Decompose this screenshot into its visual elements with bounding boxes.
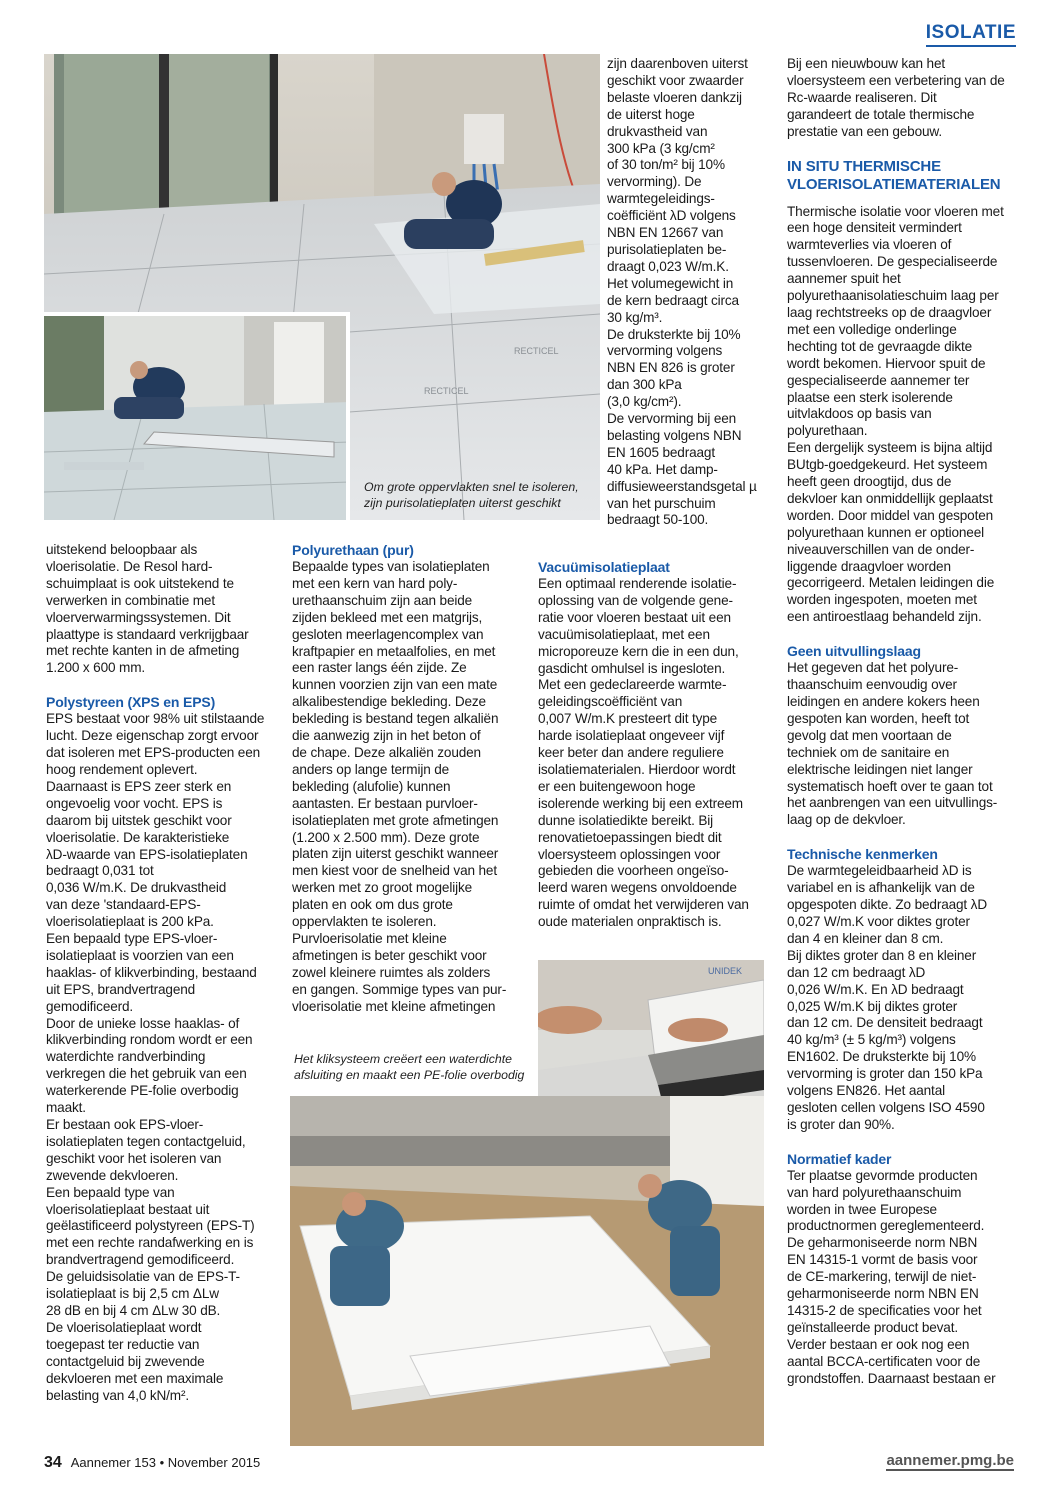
photo-eps-laying <box>290 1096 764 1446</box>
heading-uitvullingslaag: Geen uitvullingslaag <box>787 643 921 660</box>
svg-text:RECTICEL: RECTICEL <box>514 346 559 356</box>
board-print: RECTICEL <box>424 386 469 396</box>
column-2 <box>292 542 528 1015</box>
photo-caption-mid: Het kliksysteem creëert een waterdichte afsluiting en maakt een PE-folie overbodig <box>294 1052 525 1082</box>
column-right <box>787 56 1017 1388</box>
column-top-middle <box>607 56 779 529</box>
footer-issue <box>44 1454 260 1472</box>
column-1 <box>46 542 278 1404</box>
body-text: Een optimaal renderende isolatie- oplossing van de volgende gene- ratie voor vloeren bestaat uit een vacuümisolatieplaat, met een microporeuze kern die in een dun, gasdicht omhulsel is ingesloten. Met een gedeclareerde warmte- geleidingscoëfficiënt van 0,007 W/m.K presteert dit type harde isolatieplaat ongeveer vijf keer beter dan andere reguliere isolatiematerialen. Hierdoor wordt er een buitengewoon hoge isolerende werking bij een extreem dunne isolatiedikte bereikt. Bij renovatietoepassingen biedt dit vloersysteem oplossingen voor gebieden die voorheen ongeïso- leerd waren wegens onvoldoende ruimte of omdat het verwijderen van oude materialen onpraktisch is. <box>538 576 749 930</box>
photo-caption-top: Om grote oppervlakten snel te isoleren, zijn purisolatieplaten uiterst geschikt <box>364 480 579 510</box>
footer-url-link[interactable]: aannemer.pmg.be <box>886 1452 1014 1469</box>
body-text: Bepaalde types van isolatieplaten met een kern van hard poly- urethaanschuim zijn aan beide zijden bekleed met een matgrijs, gesloten meerlagencomplex van kraftpapier en metaalfolies, en met een raster langs één zijde. Ze kunnen voorzien zijn van een mate alkalibestendige bekleding. Deze bekleding is bestand tegen alkaliën die aanwezig zijn in het beton of de chape. Deze alkaliën zouden anders op lange termijn de bekleding (alufolie) kunnen aantasten. Er bestaan purvloer- isolatieplaten met grote afmetingen (1.200 x 2.500 mm). Deze grote platen zijn uiterst geschikt wanneer men kiest voor de snelheid van het werken met zo groot mogelijke platen en ook om dus grote oppervlakten te isoleren. Purvloerisolatie met kleine afmetingen is beter geschikt voor zowel kleinere ruimtes als zolders en gangen. Sommige types van pur- vloerisolatie met kleine afmetingen <box>292 559 507 1014</box>
column-3 <box>538 559 770 931</box>
heading-technische-kenmerken: Technische kenmerken <box>787 846 938 863</box>
body-text: Ter plaatse gevormde producten van hard polyurethaanschuim worden in twee Europese productnormen gereglementeerd. De geharmoniseerde norm NBN EN 14315-1 vormt de basis voor de CE-markering, terwijl de niet- geharmoniseerde norm NBN EN 14315-2 de specificaties voor het geïnstalleerde product bevat. Verder bestaan er ook nog een aantal BCCA-certificaten voor de grondstoffen. Daarnaast bestaan er <box>787 1167 996 1386</box>
heading-polyurethaan: Polyurethaan (pur) <box>292 542 414 558</box>
body-text: EPS bestaat voor 98% uit stilstaande lucht. Deze eigenschap zorgt ervoor dat isoleren met EPS-producten een hoog rendement oplevert. Daarnaast is EPS zeer sterk en ongevoelig voor vocht. EPS is daarom bij uitstek geschikt voor vloerisolatie. De karakteristieke λD-waarde van EPS-isolatieplaten bedraagt 0,031 tot 0,036 W/m.K. De drukvastheid van deze 'standaard-EPS- vloerisolatieplaat is 200 kPa. Een bepaald type EPS-vloer- isolatieplaat is voorzien van een haaklas- of klikverbinding, bestaand uit EPS, brandvertragend gemodificeerd. Door de unieke losse haaklas- of klikverbinding rondom wordt er een waterdichte randverbinding verkregen die het gebruik van een waterkerende PE-folie overbodig maakt. Er bestaan ook EPS-vloer- isolatieplaten tegen contactgeluid, geschikt voor het isoleren van zwevende dekvloeren. Een bepaald type van vloerisolatieplaat bestaat uit geëlastificeerd polystyreen (EPS-T) met een rechte randafwerking en is brandvertragend gemodificeerd. De geluidsisolatie van de EPS-T- isolatieplaat is bij 2,5 cm ΔLw 28 dB en bij 4 cm ΔLw 30 dB. De vloerisolatieplaat wordt toegepast ter reductie van contactgeluid bij zwevende dekvloeren met een maximale belasting van 4,0 kN/m². <box>46 711 265 1403</box>
body-text: De warmtegeleidbaarheid λD is variabel en is afhankelijk van de opgespoten dikte. Zo bedraagt λD 0,027 W/m.K voor diktes groter dan 4 en kleiner dan 8 cm. Bij diktes groter dan 8 en kleiner dan 12 cm bedraagt λD 0,026 W/m.K. En λD bedraagt 0,025 W/m.K bij diktes groter dan 12 cm. De densiteit bedraagt 40 kg/m³ (± 5 kg/m³) volgens EN1602. De druksterkte bij 10% vervorming is groter dan 150 kPa volgens EN826. Het aantal gesloten cellen volgens ISO 4590 is groter dan 90%. <box>787 863 987 1132</box>
body-text: Bij een nieuwbouw kan het vloersysteem een verbetering van de Rc-waarde realiseren. Dit garandeert de totale thermische prestatie van een gebouw. <box>787 56 1005 139</box>
body-text: Het gegeven dat het polyure- thaanschuim eenvoudig over leidingen en andere kokers heen gespoten kan worden, heeft tot gevolg dat men voortaan de techniek om de sanitaire en elektrische leidingen niet langer systematisch hoeft over te gaan tot het aanbrengen van een uitvullings- laag op de dekvloer. <box>787 660 998 828</box>
heading-polystyreen: Polystyreen (XPS en EPS) <box>46 694 216 711</box>
page-number: 34 <box>44 1454 62 1471</box>
section-title: ISOLATIE <box>926 22 1016 47</box>
body-text: uitstekend beloopbaar als vloerisolatie. De Resol hard- schuimplaat is ook uitstekend te verwerken in combinatie met vloerverwarmingssystemen. Dit plaattype is standaard verkrijgbaar met rechte kanten in de afmeting 1.200 x 600 mm. <box>46 542 249 676</box>
board-print: UNIDEK <box>708 966 743 976</box>
issue-info: Aannemer 153 • November 2015 <box>70 1455 261 1470</box>
body-text: zijn daarenboven uiterst geschikt voor zwaarder belaste vloeren dankzij de uiterst hoge drukvastheid van 300 kPa (3 kg/cm² of 30 ton/m² bij 10% vervorming). De warmtegeleidings- coëfficiënt λD volgens NBN EN 12667 van purisolatieplaten be- draagt 0,023 W/m.K. Het volumegewicht in de kern bedraagt circa 30 kg/m³. De druksterkte bij 10% vervorming volgens NBN EN 826 is groter dan 300 kPa (3,0 kg/cm²). De vervorming bij een belasting volgens NBN EN 1605 bedraagt 40 kPa. Het damp- diffusieweerstandsgetal µ van het purschuim bedraagt 50-100. <box>607 56 757 528</box>
heading-in-situ: IN SITU THERMISCHE VLOERISOLATIEMATERIALEN <box>787 157 1001 193</box>
photo-inset-worker <box>44 312 350 520</box>
heading-vacuumisolatieplaat: Vacuümisolatieplaat <box>538 559 670 575</box>
body-text: Thermische isolatie voor vloeren met een hoge densiteit vermindert warmteverlies via vloeren of tussenvloeren. De gespecialiseerde aannemer spuit het polyurethaanisolatieschuim laag per laag rechtstreeks op de draagvloer met een volledige onderlinge hechting tot de gevraagde dikte wordt bekomen. Hiervoor spuit de gespecialiseerde aannemer ter plaatse een sterk isolerende uitvlakdoos op basis van polyurethaan. Een dergelijk systeem is bijna altijd BUtgb-goedgekeurd. Het systeem heeft geen droogtijd, dus de dekvloer kan onmiddellijk geplaatst worden. Door middel van gespoten polyurethaan kunnen er optioneel niveauverschillen van de onder- liggende draagvloer worden gecorrigeerd. Metalen leidingen die worden ingespoten, moeten met een antiroestlaag behandeld zijn. <box>787 203 1004 625</box>
heading-normatief-kader: Normatief kader <box>787 1150 892 1167</box>
